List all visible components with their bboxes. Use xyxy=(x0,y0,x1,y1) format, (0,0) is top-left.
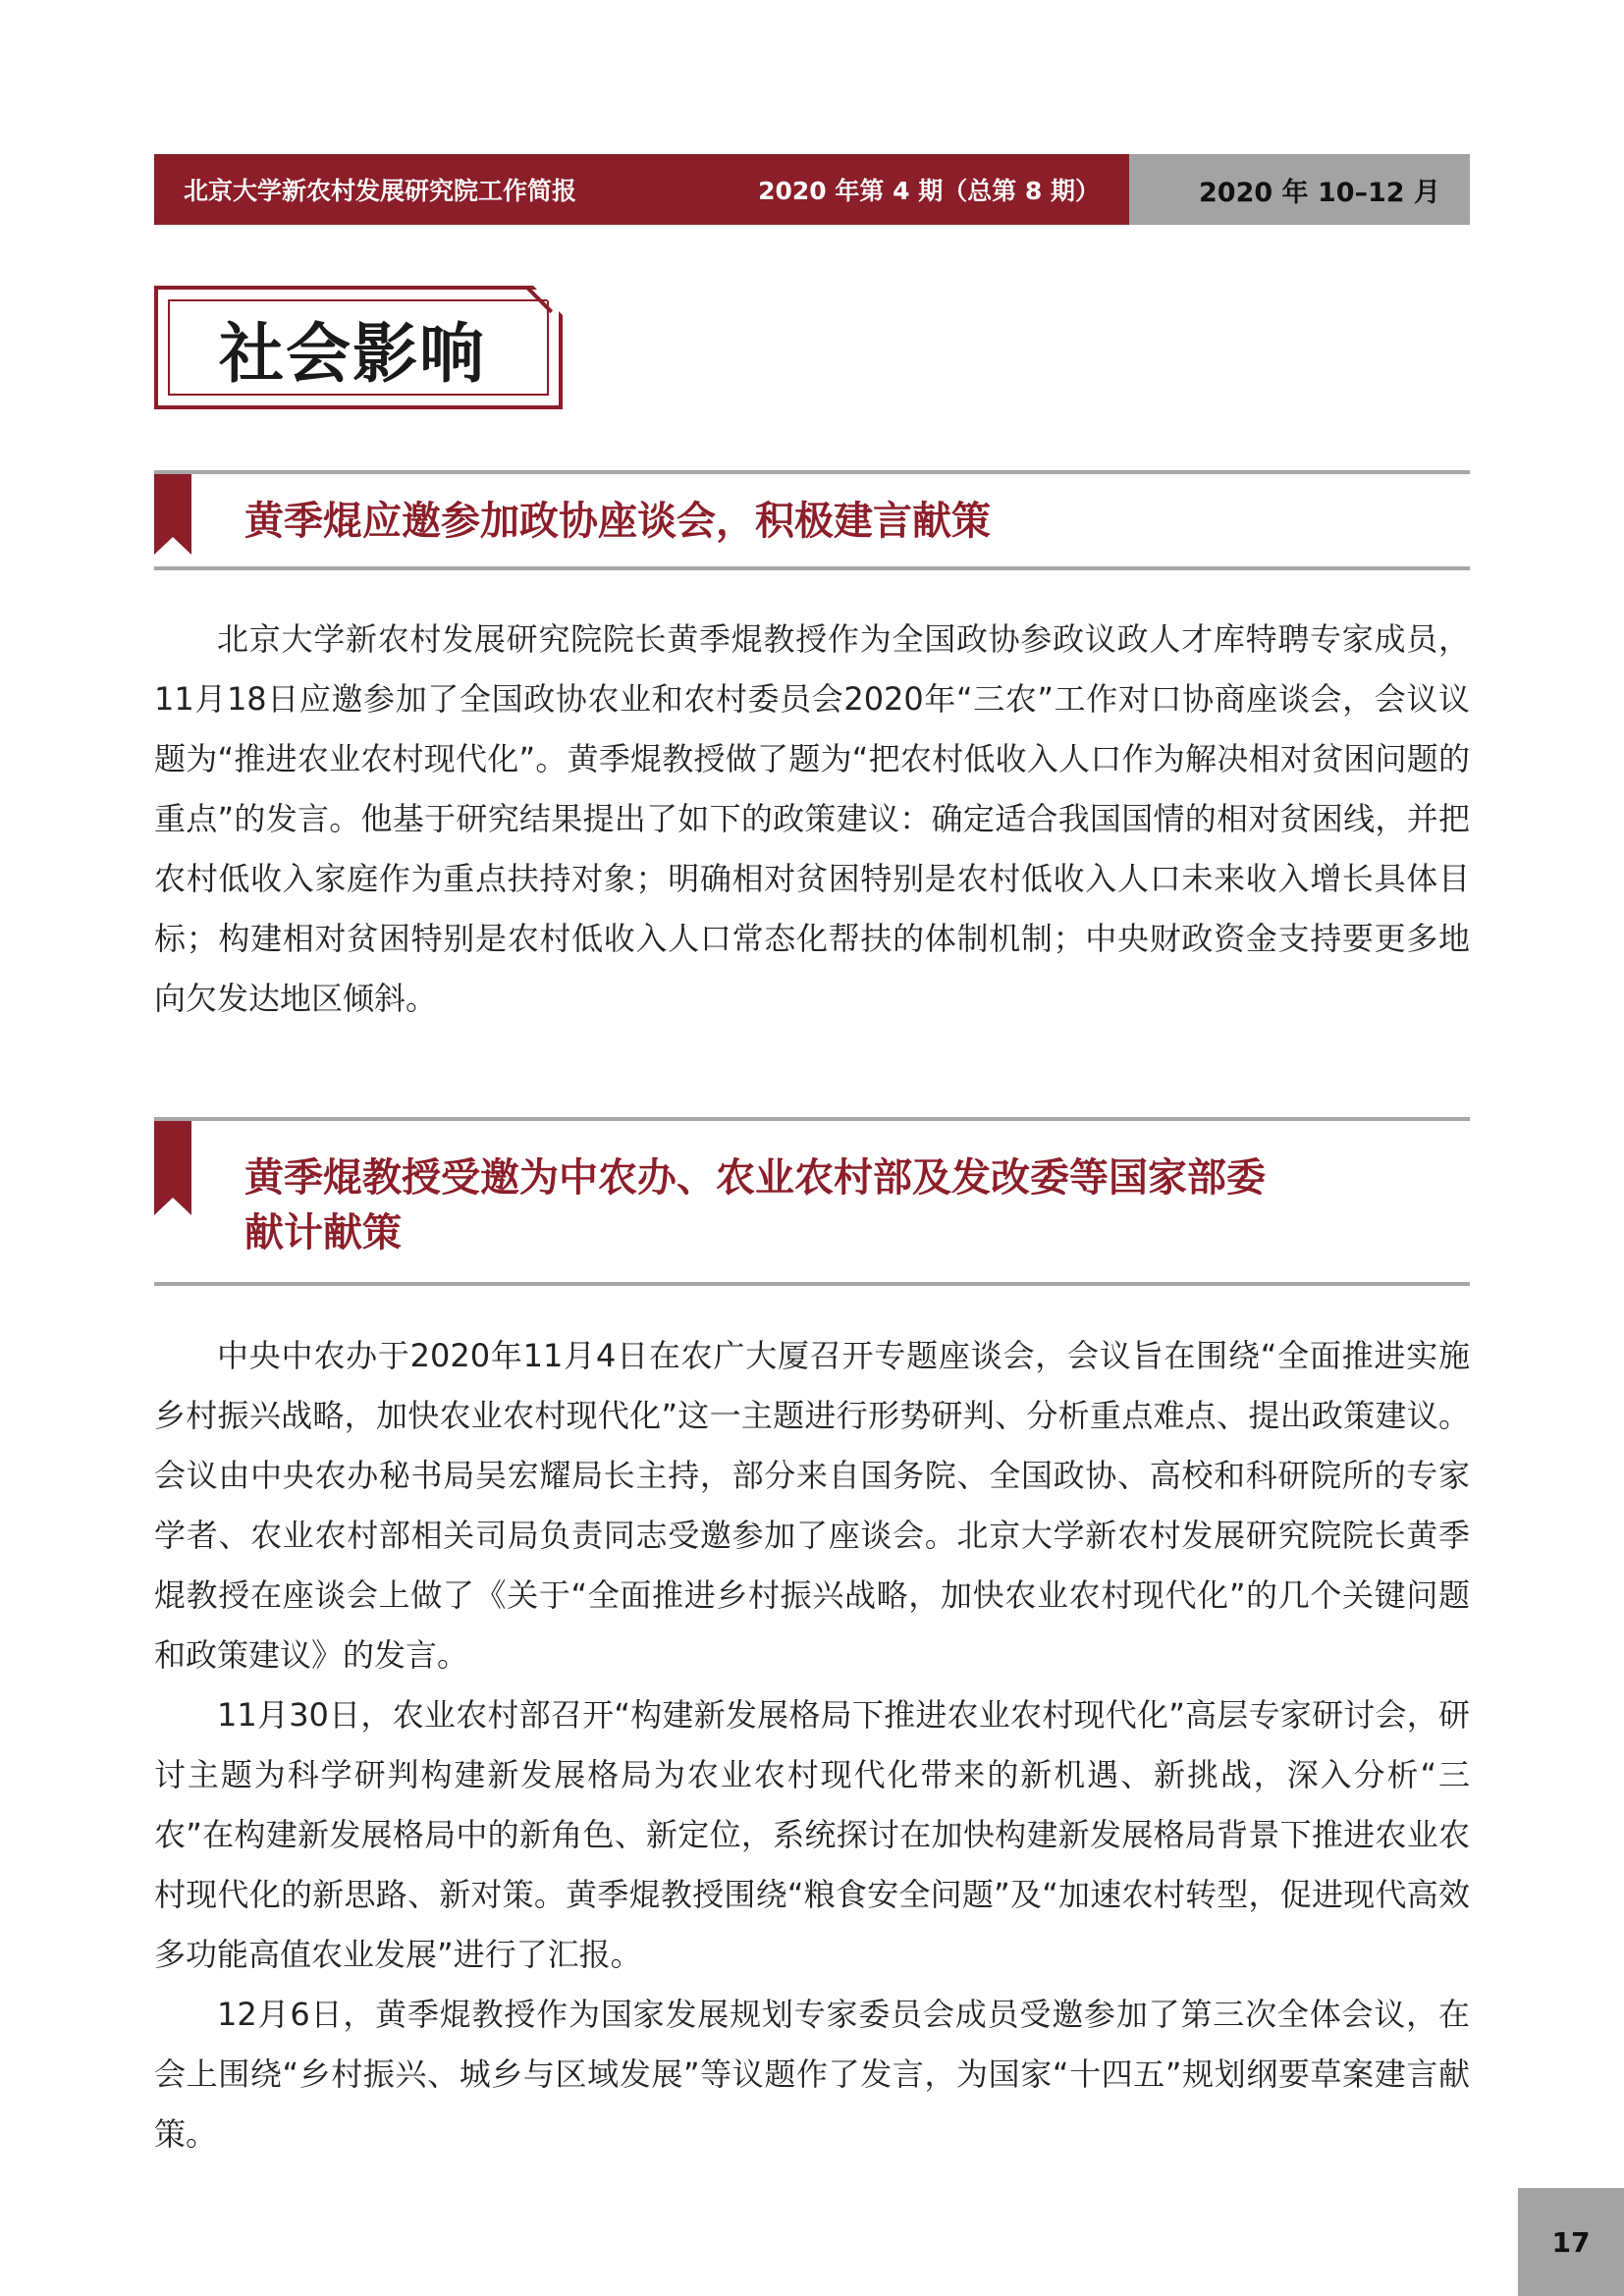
section-title-frame xyxy=(168,299,549,396)
article-1-paragraph: 北京大学新农村发展研究院院长黄季焜教授作为全国政协参政议政人才库特聘专家成员，11月18日应邀参加了全国政协农业和农村委员会2020年“三农”工作对口协商座谈会，会议议题为“推进农业农村现代化”。黄季焜教授做了题为“把农村低收入人口作为解决相对贫困问题的重点”的发言。他基于研究结果提出了如下的政策建议：确定适合我国国情的相对贫困线，并把农村低收入家庭作为重点扶持对象；明确相对贫困特别是农村低收入人口未来收入增长具体目标；构建相对贫困特别是农村低收入人口常态化帮扶的体制机制；中央财政资金支持要更多地向欠发达地区倾斜。 xyxy=(154,620,1470,1017)
article-2-title-line-1: 黄季焜教授受邀为中农办、农业农村部及发改委等国家部委 xyxy=(244,1155,1266,1201)
article-2-paragraph-3: 12月6日，黄季焜教授作为国家发展规划专家委员会成员受邀参加了第三次全体会议，在会上围绕“乡村振兴、城乡与区域发展”等议题作了发言，为国家“十四五”规划纲要草案建言献策。 xyxy=(154,1996,1470,2153)
heading-rule-bottom xyxy=(154,566,1470,570)
page-number: 17 xyxy=(1551,2225,1591,2259)
page-number-box xyxy=(1518,2188,1624,2296)
section-title: 社会影响 xyxy=(219,315,486,392)
article-2-title-line-2: 献计献策 xyxy=(244,1210,402,1255)
article-1-title: 黄季焜应邀参加政协座谈会，积极建言献策 xyxy=(244,499,991,544)
header-right xyxy=(1129,154,1470,225)
heading-rule-top xyxy=(154,1117,1470,1121)
bookmark-ribbon-icon xyxy=(154,474,191,537)
heading-rule-bottom xyxy=(154,1282,1470,1286)
header-bar xyxy=(154,154,1470,225)
article-1-heading xyxy=(154,470,1470,570)
article-2-title xyxy=(244,1150,1423,1260)
issue-period: 2020 年 10–12 月 xyxy=(1199,177,1440,208)
article-2-paragraph-2: 11月30日，农业农村部召开“构建新发展格局下推进农业农村现代化”高层专家研讨会，研讨主题为科学研判构建新发展格局为农业农村现代化带来的新机遇、新挑战，深入分析“三农”在构建新发展格局中的新角色、新定位，系统探讨在加快构建新发展格局背景下推进农业农村现代化的新思路、新对策。黄季焜教授围绕“粮食安全问题”及“加速农村转型，促进现代高效多功能高值农业发展”进行了汇报。 xyxy=(154,1696,1470,1973)
heading-rule-top xyxy=(154,470,1470,474)
section-title-box xyxy=(154,286,563,409)
article-2-heading xyxy=(154,1117,1470,1288)
bookmark-ribbon-icon xyxy=(154,1121,191,1198)
issue-number: 2020 年第 4 期（总第 8 期） xyxy=(758,177,1100,205)
article-2-paragraph-1: 中央中农办于2020年11月4日在农广大厦召开专题座谈会，会议旨在围绕“全面推进实施乡村振兴战略，加快农业农村现代化”这一主题进行形势研判、分析重点难点、提出政策建议。会议由中央农办秘书局吴宏耀局长主持，部分来自国务院、全国政协、高校和科研院所的专家学者、农业农村部相关司局负责同志受邀参加了座谈会。北京大学新农村发展研究院院长黄季焜教授在座谈会上做了《关于“全面推进乡村振兴战略，加快农业农村现代化”的几个关键问题和政策建议》的发言。 xyxy=(154,1337,1470,1674)
publication-title: 北京大学新农村发展研究院工作简报 xyxy=(184,177,577,205)
header-left xyxy=(154,154,1129,225)
